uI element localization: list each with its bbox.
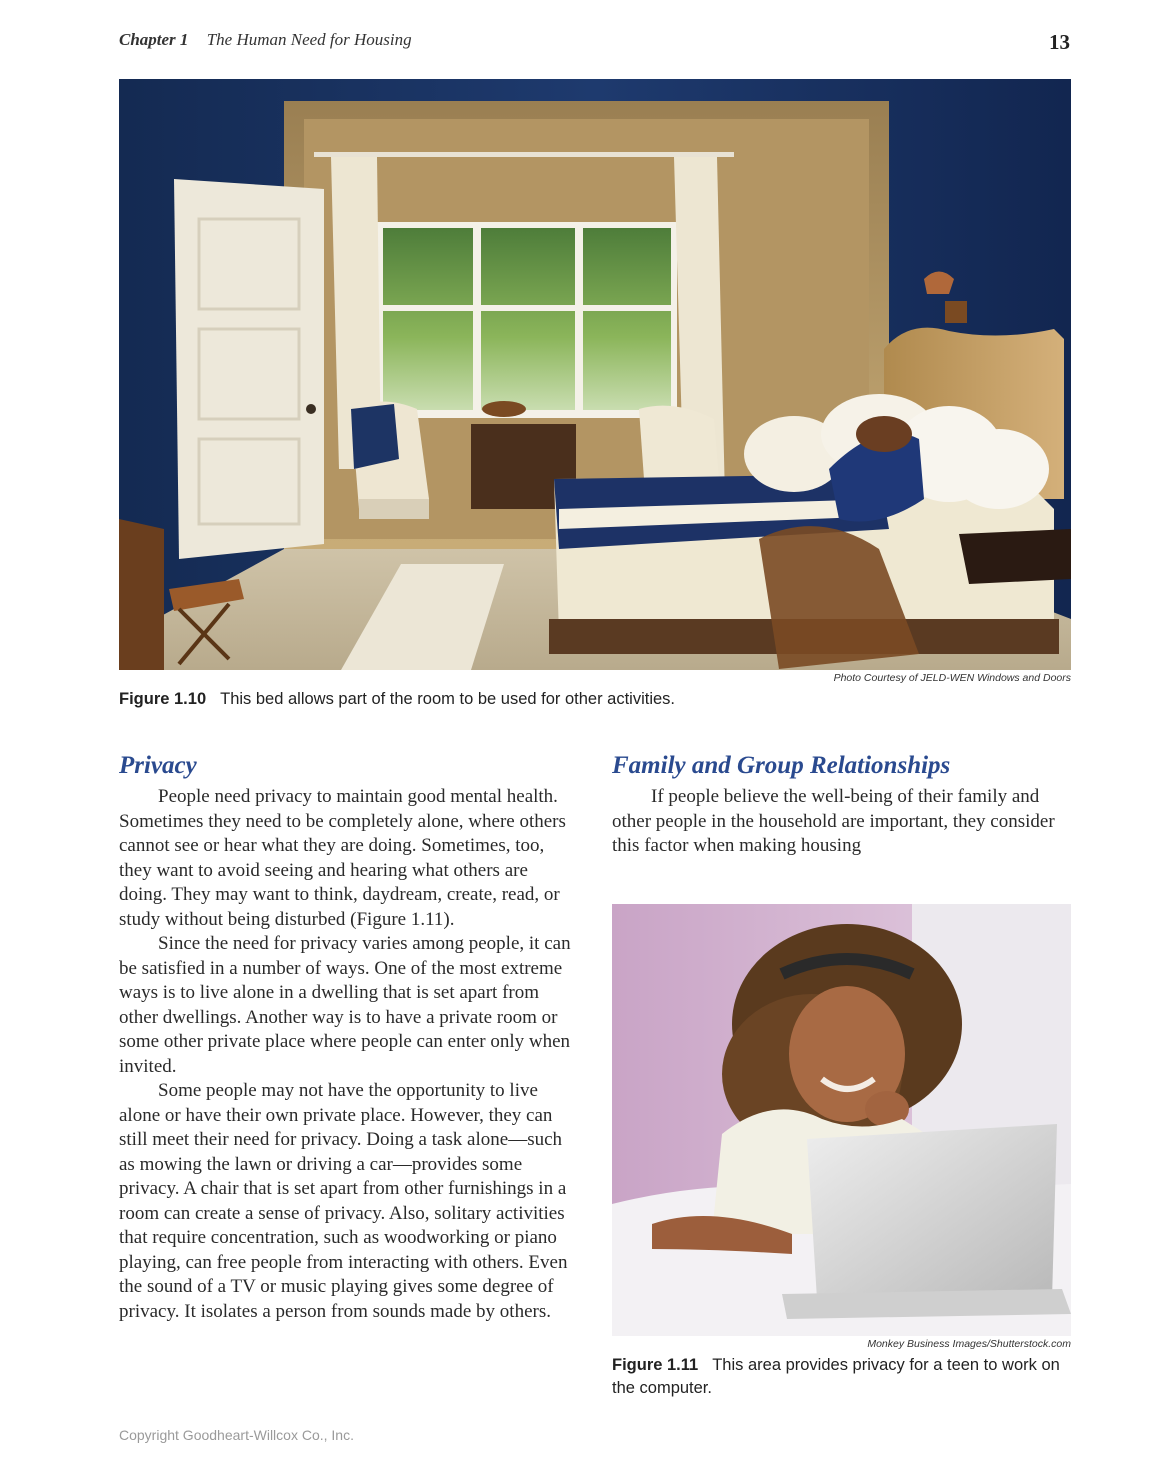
privacy-paragraph-3: Some people may not have the opportunity to live alone or have their own private place. However, they can still meet their need for privacy. Doing a task alone—such as mowing the lawn or driving a car—provides some privacy. A chair that is set apart from other furnishings in a room can create a sense of privacy. Also, solitary activities that require concentration, such as woodworking or piano playing, can free people from interacting with others. Even the sound of a TV or music playing gives some degree of privacy. It isolates a person from sounds made by others. bbox=[119, 1080, 568, 1322]
running-header bbox=[119, 30, 412, 50]
copyright-footer: Copyright Goodheart-Willcox Co., Inc. bbox=[119, 1427, 354, 1443]
figure-1-11-caption bbox=[612, 1354, 1074, 1400]
privacy-body bbox=[119, 785, 579, 1324]
privacy-heading: Privacy bbox=[119, 752, 197, 779]
family-paragraph-1: If people believe the well-being of their family and other people in the household are important, they consider this factor when making housing bbox=[612, 786, 1055, 856]
family-body bbox=[612, 785, 1071, 859]
figure-1-10-label: Figure 1.10 bbox=[119, 690, 207, 708]
figure-1-11-text: This area provides privacy for a teen to work on the computer. bbox=[612, 1356, 1060, 1397]
figure-1-11-credit: Monkey Business Images/Shutterstock.com bbox=[867, 1338, 1071, 1350]
family-heading: Family and Group Relationships bbox=[612, 752, 951, 779]
privacy-paragraph-1: People need privacy to maintain good mental health. Sometimes they need to be completely alone, where others cannot see or hear what they are doing. Sometimes, too, they want to avoid seeing and hearing what others are doing. They may want to think, daydream, create, read, or study without being disturbed (Figure 1.11). bbox=[119, 786, 566, 930]
teen-laptop-photo bbox=[612, 904, 1071, 1336]
figure-1-10-caption bbox=[119, 688, 1071, 711]
figure-1-10-text: This bed allows part of the room to be used for other activities. bbox=[220, 690, 676, 708]
bedroom-photo bbox=[119, 79, 1071, 670]
chapter-title: The Human Need for Housing bbox=[206, 30, 412, 49]
page-number: 13 bbox=[1049, 30, 1070, 54]
figure-1-11-label: Figure 1.11 bbox=[612, 1356, 699, 1374]
figure-1-10-credit: Photo Courtesy of JELD-WEN Windows and Doors bbox=[833, 672, 1071, 684]
privacy-paragraph-2: Since the need for privacy varies among people, it can be satisfied in a number of ways. One of the most extreme ways is to live alone in a dwelling that is set apart from other dwellings. Another way is to have a private room or some other private place where people can enter only when invited. bbox=[119, 933, 571, 1077]
chapter-label: Chapter 1 bbox=[119, 30, 189, 49]
